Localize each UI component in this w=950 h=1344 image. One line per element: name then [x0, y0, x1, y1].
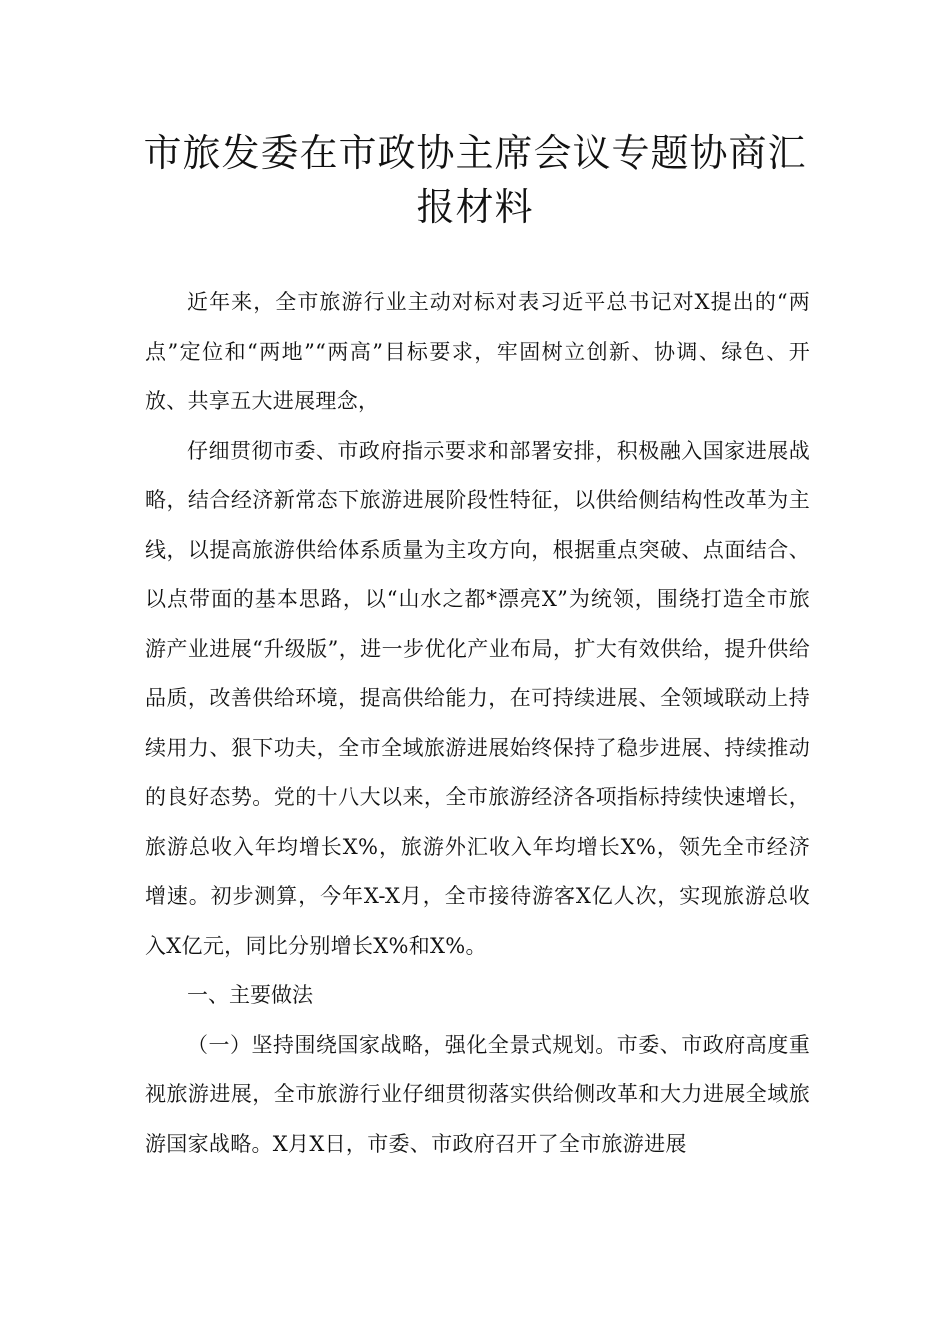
title-line-2: 报材料: [416, 185, 534, 229]
section-paragraph: （一）坚持围绕国家战略，强化全景式规划。市委、市政府高度重视旅游进展，全市旅游行业仔细贯彻落实供给侧改革和大力进展全域旅游国家战略。X月X日，市委、市政府召开了全市旅游进展: [145, 1032, 810, 1156]
document-body: [145, 278, 810, 1169]
section-heading: 一、主要做法: [187, 983, 313, 1007]
paragraph-intro: 近年来，全市旅游行业主动对标对表习近平总书记对X提出的“两点”定位和“两地”“两高”目标要求，牢固树立创新、协调、绿色、开放、共享五大进展理念，: [145, 290, 810, 413]
paragraph-main: 仔细贯彻市委、市政府指示要求和部署安排，积极融入国家进展战略，结合经济新常态下旅游进展阶段性特征，以供给侧结构性改革为主线，以提高旅游供给体系质量为主攻方向，根据重点突破、点面结合、以点带面的基本思路，以“山水之都*漂亮X”为统领，围绕打造全市旅游产业进展“升级版”，进一步优化产业布局，扩大有效供给，提升供给品质，改善供给环境，提高供给能力，在可持续进展、全领域联动上持续用力、狠下功夫，全市全域旅游进展始终保持了稳步进展、持续推动的良好态势。党的十八大以来，全市旅游经济各项指标持续快速增长，旅游总收入年均增长X%，旅游外汇收入年均增长X%，领先全市经济增速。初步测算，今年X-X月，全市接待游客X亿人次，实现旅游总收入X亿元，同比分别增长X%和X%。: [145, 438, 810, 958]
document-title: [120, 126, 830, 234]
title-line-1: 市旅发委在市政协主席会议专题协商汇: [143, 131, 807, 175]
